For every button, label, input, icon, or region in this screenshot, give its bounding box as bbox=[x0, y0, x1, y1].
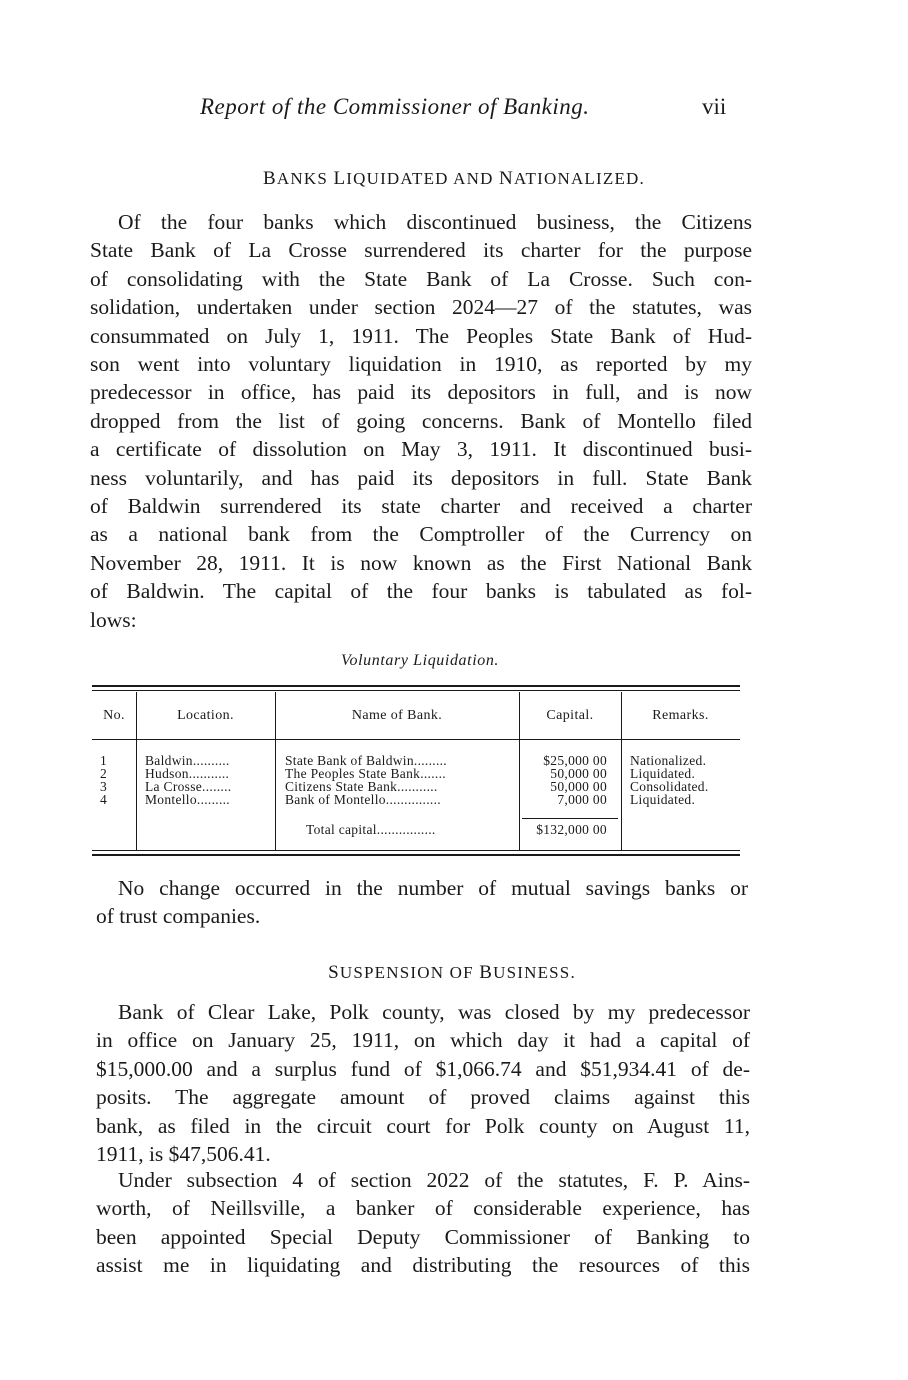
text-line: 1911, is $47,506.41. bbox=[96, 1142, 271, 1167]
cell-location: Hudson........... bbox=[145, 766, 230, 781]
text-line: Under subsection 4 of section 2022 of the statutes, F. P. Ains- bbox=[118, 1168, 750, 1192]
paragraph-no-change bbox=[96, 874, 748, 931]
cell-remarks: Liquidated. bbox=[630, 766, 696, 781]
page-number: vii bbox=[702, 94, 727, 119]
cell-no: 3 bbox=[100, 779, 108, 794]
paragraph-banks-liquidated bbox=[90, 208, 752, 634]
table-bottom-rule-thin bbox=[92, 850, 740, 851]
cell-no: 4 bbox=[100, 792, 108, 807]
total-rule bbox=[522, 818, 618, 819]
text-line: bank, as filed in the circuit court for Polk county on August 11, bbox=[96, 1113, 750, 1138]
table-top-rule-thin bbox=[92, 690, 740, 691]
text-line: son went into voluntary liquidation in 1910, as reported by my bbox=[90, 352, 752, 377]
cell-capital: $25,000 00 bbox=[543, 753, 607, 768]
text-line: consummated on July 1, 1911. The Peoples State Bank of Hud- bbox=[90, 323, 752, 348]
text-line: dropped from the list of going concerns. Bank of Montello filed bbox=[90, 408, 752, 433]
text-line: ness voluntarily, and has paid its depositors in full. State Bank bbox=[90, 465, 752, 490]
table-caption: Voluntary Liquidation. bbox=[340, 652, 500, 669]
cell-capital: 7,000 00 bbox=[557, 792, 607, 807]
cell-capital: 50,000 00 bbox=[550, 779, 607, 794]
text-line: Bank of Clear Lake, Polk county, was closed by my predecessor bbox=[118, 1000, 750, 1024]
paragraph-clear-lake bbox=[96, 998, 750, 1168]
table-header-rule bbox=[92, 739, 740, 740]
text-line: solidation, undertaken under section 2024—27 of the statutes, was bbox=[90, 295, 752, 320]
text-line: November 28, 1911. It is now known as the First National Bank bbox=[90, 550, 752, 575]
cell-location: Baldwin.......... bbox=[145, 753, 230, 768]
text-line: Of the four banks which discontinued business, the Citizens bbox=[118, 210, 752, 234]
text-line: No change occurred in the number of mutual savings banks or bbox=[118, 876, 748, 900]
cell-capital: 50,000 00 bbox=[550, 766, 607, 781]
text-line: assist me in liquidating and distributing the resources of this bbox=[96, 1253, 750, 1278]
column-header-remarks: Remarks. bbox=[652, 708, 709, 723]
running-head bbox=[0, 94, 908, 124]
section-heading-banks-liquidated: BANKS LIQUIDATED AND NATIONALIZED. bbox=[263, 168, 645, 189]
text-line: State Bank of La Crosse surrendered its charter for the purpose bbox=[90, 238, 752, 263]
cell-name: Bank of Montello............... bbox=[285, 792, 441, 807]
text-line: been appointed Special Deputy Commissioner of Banking to bbox=[96, 1224, 750, 1249]
text-line: lows: bbox=[90, 607, 137, 632]
text-line: in office on January 25, 1911, on which day it had a capital of bbox=[96, 1028, 750, 1053]
text-line: posits. The aggregate amount of proved claims against this bbox=[96, 1085, 750, 1110]
table-bottom-rule bbox=[92, 854, 740, 856]
cell-location: La Crosse........ bbox=[145, 779, 232, 794]
column-header-capital: Capital. bbox=[546, 708, 594, 723]
text-line: $15,000.00 and a surplus fund of $1,066.74 and $51,934.41 of de- bbox=[96, 1056, 750, 1081]
cell-remarks: Consolidated. bbox=[630, 779, 709, 794]
total-label: Total capital................ bbox=[306, 822, 436, 837]
paragraph-special-deputy bbox=[96, 1166, 750, 1280]
text-line: of Baldwin. The capital of the four banks is tabulated as fol- bbox=[90, 579, 752, 604]
text-line: predecessor in office, has paid its depositors in full, and is now bbox=[90, 380, 752, 405]
cell-no: 2 bbox=[100, 766, 108, 781]
text-line: worth, of Neillsville, a banker of considerable experience, has bbox=[96, 1196, 750, 1221]
section-heading-suspension: SUSPENSION OF BUSINESS. bbox=[328, 962, 576, 983]
column-header-name: Name of Bank. bbox=[351, 708, 443, 723]
cell-remarks: Nationalized. bbox=[630, 753, 707, 768]
column-header-no: No. bbox=[103, 708, 125, 723]
text-line: of trust companies. bbox=[96, 904, 261, 929]
cell-no: 1 bbox=[100, 753, 108, 768]
cell-name: State Bank of Baldwin......... bbox=[285, 753, 447, 768]
cell-name: Citizens State Bank........... bbox=[285, 779, 438, 794]
text-line: a certificate of dissolution on May 3, 1911. It discontinued busi- bbox=[90, 437, 752, 462]
text-line: as a national bank from the Comptroller of the Currency on bbox=[90, 522, 752, 547]
running-title: Report of the Commissioner of Banking. bbox=[200, 94, 590, 119]
text-line: of consolidating with the State Bank of La Crosse. Such con- bbox=[90, 266, 752, 291]
table-top-rule bbox=[92, 685, 740, 687]
cell-name: The Peoples State Bank....... bbox=[285, 766, 446, 781]
column-header-location: Location. bbox=[177, 708, 234, 723]
cell-location: Montello......... bbox=[145, 792, 230, 807]
total-value: $132,000 00 bbox=[536, 822, 607, 837]
text-line: of Baldwin surrendered its state charter and received a charter bbox=[90, 494, 752, 519]
cell-remarks: Liquidated. bbox=[630, 792, 696, 807]
